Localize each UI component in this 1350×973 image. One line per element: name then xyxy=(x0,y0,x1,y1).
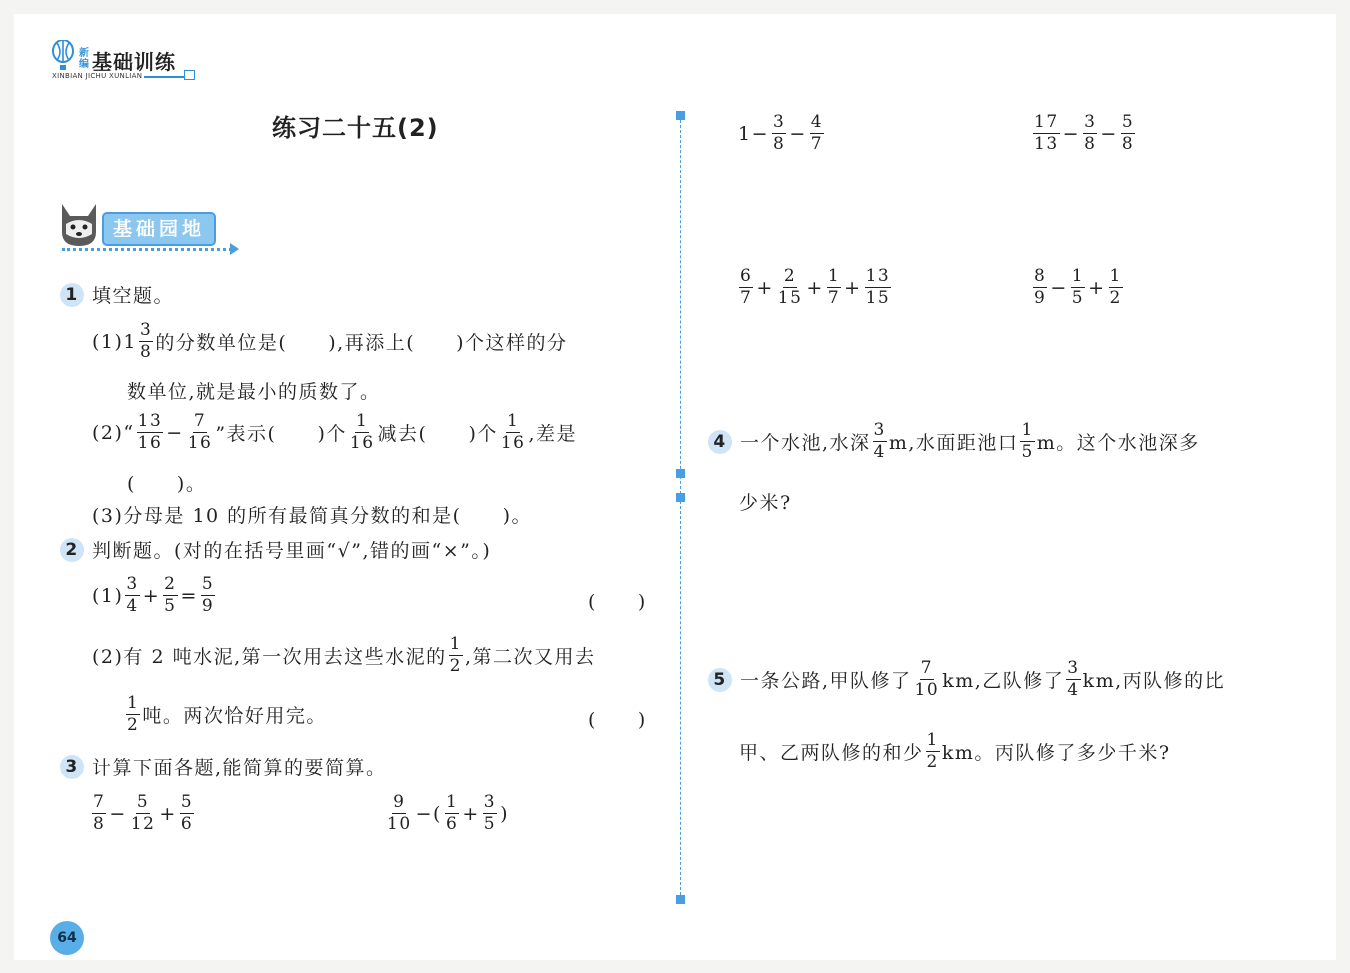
fraction: $\frac{1}{2}$ xyxy=(926,730,939,772)
divider-marker xyxy=(676,111,685,120)
brand-underline xyxy=(144,76,184,78)
operator: + xyxy=(756,276,774,299)
fraction: $\frac{3}{4}$ xyxy=(873,420,886,462)
divider-marker xyxy=(676,469,685,478)
q4-text3: m。这个水池深多 xyxy=(1036,432,1200,454)
fraction: $\frac{1}{2}$ xyxy=(449,634,462,676)
q5-text1: 一条公路,甲队修了 xyxy=(740,670,912,692)
operator: − xyxy=(1050,276,1068,299)
fraction: $\frac{7}{16}$ xyxy=(187,411,213,453)
q1-title: 填空题。 xyxy=(92,285,175,307)
q1-part2-line1 xyxy=(92,411,577,454)
q1-number: 1 xyxy=(60,283,84,307)
fraction: $\frac{7}{10}$ xyxy=(914,658,940,700)
q1-p1-label: (1)1 xyxy=(92,330,138,353)
q5-line1 xyxy=(708,658,1225,701)
fraction: $\frac{3}{8}$ xyxy=(1084,112,1097,154)
operator: −( xyxy=(415,802,442,825)
operator: + xyxy=(1088,276,1106,299)
q3-expr-1 xyxy=(90,792,196,835)
q5-text5: km。丙队修了多少千米? xyxy=(941,742,1171,764)
q3-expr-5 xyxy=(737,266,893,309)
fraction: $\frac{1}{5}$ xyxy=(1021,420,1034,462)
fraction: $\frac{3}{4}$ xyxy=(126,574,139,616)
q3-expr-4 xyxy=(1031,112,1137,155)
operator: + xyxy=(844,276,862,299)
q3-heading xyxy=(60,753,387,780)
q2-p2-text1: (2)有 2 吨水泥,第一次用去这些水泥的 xyxy=(92,646,447,668)
q5-number: 5 xyxy=(708,668,732,692)
divider-marker xyxy=(676,895,685,904)
operator: − xyxy=(109,802,127,825)
q5-text4: 甲、乙两队修的和少 xyxy=(739,742,924,764)
fraction: $\frac{1}{16}$ xyxy=(349,411,375,453)
operator: + xyxy=(462,802,480,825)
brand-small-1: 新 xyxy=(79,48,89,59)
operator: ) xyxy=(500,802,509,825)
brand-title: 基础训练 xyxy=(92,50,176,74)
q1-p2-t4: ( )。 xyxy=(127,473,207,495)
brand-pinyin: XINBIAN JICHU XUNLIAN xyxy=(52,72,143,80)
q2-number: 2 xyxy=(60,538,84,562)
q2-p2-answer-paren[interactable]: ( ) xyxy=(588,709,647,731)
q2-title: 判断题。(对的在括号里画“√”,错的画“×”。) xyxy=(92,540,492,562)
q5-text3: km,丙队修的比 xyxy=(1082,670,1226,692)
fraction: $\frac{8}{9}$ xyxy=(1034,266,1047,308)
operator: 1− xyxy=(738,122,770,145)
fraction: $\frac{2}{15}$ xyxy=(777,266,803,308)
brand-box xyxy=(184,70,195,80)
fraction: $\frac{3}{4}$ xyxy=(1067,658,1080,700)
q2-p2-text3: 吨。两次恰好用完。 xyxy=(142,705,327,727)
q1-p1-text1: 的分数单位是( ),再添上( )个这样的分 xyxy=(155,332,568,354)
fraction: $\frac{5}{9}$ xyxy=(201,574,215,616)
q3-expr-2 xyxy=(384,792,510,835)
equals-sign: = xyxy=(180,584,198,607)
fraction: $\frac{1}{7}$ xyxy=(827,266,841,308)
fraction: $\frac{3}{5}$ xyxy=(483,792,497,834)
page-number: 64 xyxy=(50,921,84,955)
fraction: $\frac{6}{7}$ xyxy=(740,266,753,308)
fraction: $\frac{1}{5}$ xyxy=(1071,266,1085,308)
q2-p1-answer-paren[interactable]: ( ) xyxy=(588,591,647,613)
q4-line1 xyxy=(708,420,1200,463)
raccoon-mascot-icon xyxy=(58,202,100,248)
q1-p2-t3: ,差是 xyxy=(528,423,578,445)
section-header xyxy=(58,202,248,258)
q4-text4: 少米? xyxy=(739,492,792,514)
fraction: $\frac{1}{2}$ xyxy=(127,693,140,735)
q3-number: 3 xyxy=(60,755,84,779)
fraction: $\frac{5}{8}$ xyxy=(1121,112,1135,154)
q2-heading xyxy=(60,536,491,563)
q3-title: 计算下面各题,能简算的要简算。 xyxy=(92,757,387,779)
operator: − xyxy=(789,122,807,145)
q1-p2-t2: 减去( )个 xyxy=(377,423,498,445)
operator: − xyxy=(1100,122,1118,145)
column-divider xyxy=(680,115,681,900)
fraction: $\frac{1}{16}$ xyxy=(500,411,526,453)
q5-text2: km,乙队修了 xyxy=(942,670,1065,692)
fraction: $\frac{5}{12}$ xyxy=(130,792,156,834)
q2-part1 xyxy=(92,574,217,617)
q2-part2-line2 xyxy=(124,693,327,736)
fraction: $\frac{2}{5}$ xyxy=(164,574,177,616)
operator: − xyxy=(1062,122,1081,145)
fraction: $\frac{1}{2}$ xyxy=(1109,266,1122,308)
q3-expr-6 xyxy=(1031,266,1125,309)
minus-sign: − xyxy=(166,421,184,444)
q2-part2-line1 xyxy=(92,634,596,677)
q1-p2-label: (2)“ xyxy=(92,421,135,444)
q4-text1: 一个水池,水深 xyxy=(740,432,871,454)
fraction: $\frac{17}{13}$ xyxy=(1034,112,1059,154)
workbook-page xyxy=(14,14,1336,960)
q2-p1-label: (1) xyxy=(92,584,124,607)
divider-marker xyxy=(676,493,685,502)
q2-p2-text2: ,第二次又用去 xyxy=(464,646,596,668)
section-arrow xyxy=(230,243,239,255)
fraction: $\frac{13}{16}$ xyxy=(137,411,163,453)
brand-small-2: 编 xyxy=(79,59,89,70)
brand-logo xyxy=(52,40,202,84)
operator: + xyxy=(159,802,177,825)
lesson-title: 练习二十五(2) xyxy=(272,114,439,142)
fraction: $\frac{13}{15}$ xyxy=(865,266,891,308)
q5-line2 xyxy=(739,730,1171,773)
q1-heading xyxy=(60,281,174,308)
balloon-icon xyxy=(52,40,74,72)
fraction: $\frac{7}{8}$ xyxy=(93,792,106,834)
fraction: $\frac{5}{6}$ xyxy=(180,792,194,834)
q3-expr-3 xyxy=(737,112,826,155)
fraction: $\frac{4}{7}$ xyxy=(810,112,824,154)
q4-text2: m,水面距池口 xyxy=(888,432,1019,454)
section-badge: 基础园地 xyxy=(102,212,216,246)
q1-part1-line1 xyxy=(92,320,568,363)
fraction: $\frac{3}{8}$ xyxy=(773,112,786,154)
fraction: $\frac{1}{6}$ xyxy=(445,792,459,834)
q1-p2-t1: ”表示( )个 xyxy=(215,423,347,445)
fraction: $\frac{3}{8}$ xyxy=(140,320,153,362)
q1-p1-text2: 数单位,就是最小的质数了。 xyxy=(127,381,381,403)
fraction: $\frac{9}{10}$ xyxy=(387,792,412,834)
operator: + xyxy=(806,276,824,299)
q4-number: 4 xyxy=(708,430,732,454)
plus-sign: + xyxy=(142,584,161,607)
q1-p3: (3)分母是 10 的所有最简真分数的和是( )。 xyxy=(92,505,532,527)
section-dotted-line xyxy=(62,248,232,251)
